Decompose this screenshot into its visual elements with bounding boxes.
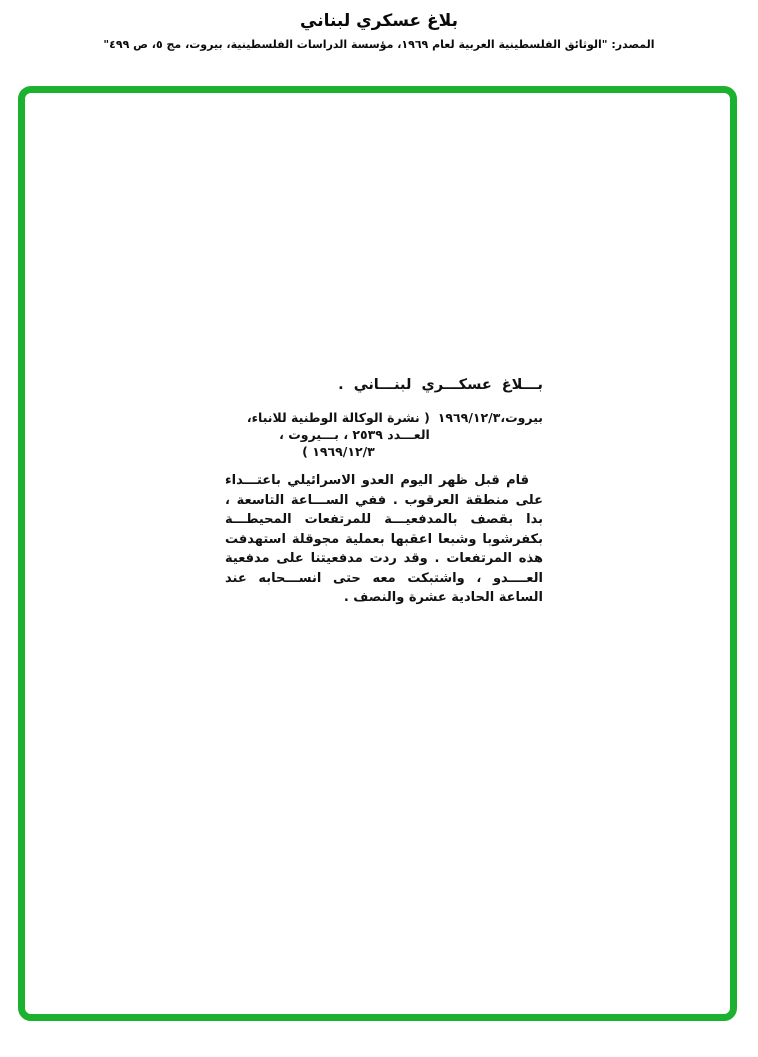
source-citation: المصدر: "الوثائق الفلسطينية العربية لعام ١٩٦٩، مؤسسة الدراسات الفلسطينية، بيروت، مج ٥، ص ٤٩٩": [103, 38, 655, 51]
document-frame: [18, 86, 737, 1021]
page-title: بلاغ عسكري لبناني: [300, 11, 458, 31]
document-content: [225, 375, 543, 608]
page-header: [0, 0, 758, 53]
dateline: بيروت،١٩٦٩/١٢/٣: [437, 410, 543, 425]
dateline-row: [225, 409, 543, 460]
document-title: بـــلاغ عسكـــري لبنـــاني .: [338, 377, 543, 393]
agency-citation: [242, 409, 430, 460]
agency-citation-line-1: ( نشرة الوكالة الوطنية للانباء،: [246, 410, 430, 425]
communique-body-paragraph: قام قبل ظهر اليوم العدو الاسرائيلي باعتـــداء على منطقة العرقوب . ففي الســـاعة التاسعة ، بدا بقصف بالمدفعيـــة للمرتفعات المحيطـــة بكفرشوبا وشبعا اعقبها بعملية مجوقلة استهدفت هذه المرتفعات . وقد ردت مدفعيتنا على مدفعية العــــدو ، واشتبكت معه حتى انســـحابه عند الساعة الحادية عشرة والنصف .: [225, 473, 543, 605]
agency-citation-line-2: العـــدد ٢٥٣٩ ، بـــيروت ،: [279, 427, 430, 442]
agency-citation-line-3: ١٩٦٩/١٢/٣ ): [302, 444, 375, 459]
